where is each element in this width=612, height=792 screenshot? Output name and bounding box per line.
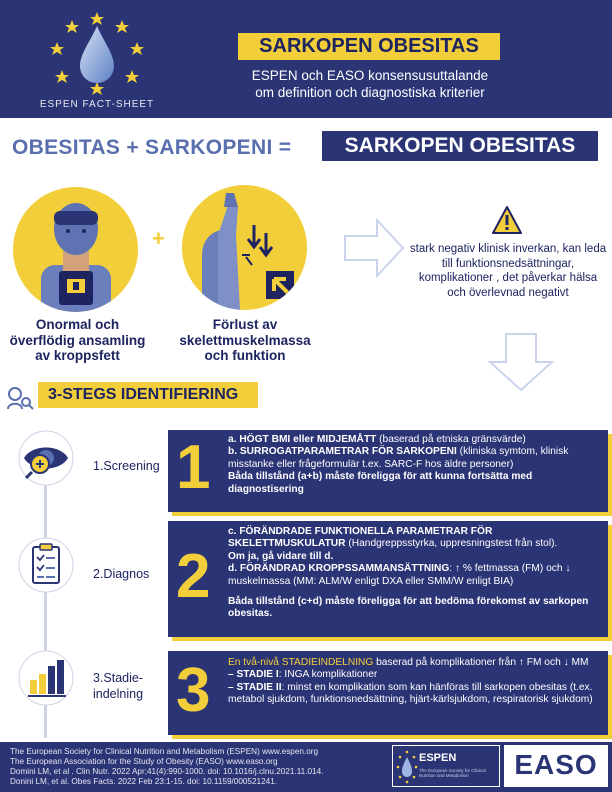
easo-logo (504, 745, 608, 787)
subtitle-line-1: ESPEN och EASO konsensusuttalande (251, 68, 489, 83)
step-3-text (228, 657, 602, 707)
arrow-right-icon (343, 218, 405, 278)
clipboard-icon (18, 537, 74, 593)
espen-name: ESPEN (419, 752, 457, 764)
step-1-b-rest: (kliniska symtom, klinisk misstanke eller frågeformulär t.ex. SARC-F hos äldre personer) (228, 446, 569, 470)
step-3-label (93, 670, 143, 702)
footer-references (10, 747, 340, 787)
step-2-c-bold: c. FÖRÄNDRADE FUNKTIONELLA PARAMETRAR FÖR SKELETTMUSKULATUR (228, 526, 493, 550)
plus-sign: + (152, 226, 165, 251)
step-2-d-rest: : ↑ % fettmassa (FM) och ↓ muskelmassa (MM: ALM/W enligt DXA eller SMM/W enligt BIA) (228, 563, 571, 587)
equation-result: SARKOPEN OBESITAS (322, 131, 598, 161)
subtitle-line-2: om definition och diagnostiska kriterier (255, 85, 485, 100)
step-1-label: 1.Screening (93, 459, 160, 473)
muscle-loss-illustration (182, 185, 307, 310)
espen-drop-icon (395, 747, 419, 787)
espen-factsheet-logo (22, 8, 172, 116)
footer-line-1: The European Society for Clinical Nutrition and Metabolism (ESPEN) www.espen.org (10, 747, 319, 756)
step-3-stage-2-bold: – STADIE II (228, 681, 282, 693)
equation-left: OBESITAS + SARKOPENI = (12, 136, 292, 159)
step-2-box (168, 521, 608, 637)
step-1-a-rest: (baserad på etniska gränsvärde) (376, 434, 526, 445)
step-1-text (228, 434, 602, 496)
step-2-c-next: Om ja, gå vidare till d. (228, 550, 334, 562)
page-subtitle (200, 67, 540, 101)
arrow-down-icon (488, 332, 554, 392)
footer-line-3: Domini LM, et al . Clin Nutr. 2022 Apr;41(4):990-1000. doi: 10.1016/j.clnu.2021.11.014. (10, 767, 324, 776)
person-scale-icon (13, 187, 138, 312)
step-3-box (168, 651, 608, 735)
step-1-b-bold: b. SURROGATPARAMETRAR FÖR SARKOPENI (228, 446, 457, 458)
footer-line-2: The European Association for the Study of Obesity (EASO) www.easo.org (10, 757, 278, 766)
fat-caption: Onormal och överflödig ansamling av kroppsfett (9, 317, 146, 363)
eye-magnifier-icon (18, 430, 74, 486)
step-3-stage-1-rest: : INGA komplikationer (278, 669, 378, 681)
step-3-intro-rest: baserad på komplikationer från ↑ FM och ↓ MM (373, 657, 589, 668)
header-banner (0, 0, 612, 118)
footer (0, 742, 612, 792)
step-3-stage-2-rest: : minst en komplikation som kan hänföras till sarkopen obesitas (t.ex. metabol sjukdom, funktionsnedsättning, hjärt-kärlsjukdom, respiratorisk sjukdom) (228, 681, 593, 706)
step-3-stage-1-bold: – STADIE I (228, 669, 279, 681)
arm-muscle-icon (182, 185, 307, 310)
step-2-c-rest: (Handgreppsstyrka, uppresningstest från stol). (345, 538, 558, 550)
step-2-text (228, 526, 602, 621)
warning-icon (491, 205, 523, 235)
clinical-impact-text: stark negativ klinisk inverkan, kan leda till funktionsnedsättningar, komplikationer , det påverkar hälsa och överlevnad negativt (409, 243, 607, 299)
step-3-label-line-2: indelning (93, 687, 144, 701)
step-1-number: 1 (176, 433, 211, 502)
easo-name: EASO (514, 749, 598, 780)
step-2-note: Båda tillstånd (c+d) måste föreligga för att bedöma förekomst av sarkopen obesitas. (228, 596, 589, 620)
step-1-note: Båda tillstånd (a+b) måste föreligga för att kunna fortsätta med diagnostisering (228, 471, 533, 495)
footer-line-4: Donini LM, et al. Obes Facts. 2022 Feb 23:1-15. doi: 10.1159/000521241. (10, 777, 278, 786)
muscle-caption: Förlust av skelettmuskelmassa och funktion (179, 317, 311, 363)
espen-subtitle: The European Society for Clinical Nutrition and Metabolism (419, 768, 486, 778)
step-1-a-bold: a. HÖGT BMI eller MIDJEMÅTT (228, 434, 377, 445)
step-1-box (168, 430, 608, 512)
drop-stars-icon (22, 8, 172, 98)
step-3-intro-yellow: En två-nivå STADIEINDELNING (228, 657, 374, 668)
step-2-label: 2.Diagnos (93, 567, 150, 581)
espen-logo (392, 745, 500, 787)
body-fat-illustration (13, 187, 138, 312)
step-3-number: 3 (176, 656, 211, 725)
logo-label: ESPEN FACT-SHEET (39, 99, 155, 110)
page-title: SARKOPEN OBESITAS (238, 33, 500, 60)
step-2-number: 2 (176, 542, 211, 611)
bar-chart-icon (18, 650, 74, 706)
step-2-d-bold: d. FÖRÄNDRAD KROPPSSAMMANSÄTTNING (228, 563, 450, 575)
steps-title: 3-STEGS IDENTIFIERING (38, 382, 258, 408)
step-3-label-line-1: 3.Stadie- (93, 671, 144, 685)
search-person-icon (6, 385, 34, 411)
